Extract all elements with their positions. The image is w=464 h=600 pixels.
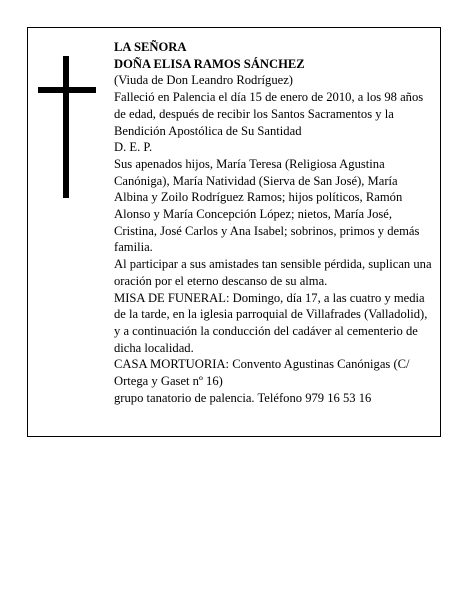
house-paragraph: CASA MORTUORIA: Convento Agustinas Canónigas (C/ Ortega y Gaset nº 16) xyxy=(114,357,410,389)
deceased-subtitle: (Viuda de Don Leandro Rodríguez) xyxy=(114,73,293,88)
deceased-title: LA SEÑORA xyxy=(114,40,187,54)
cross-icon xyxy=(38,56,96,198)
obituary-notice xyxy=(27,27,441,437)
request-paragraph: Al participar a sus amistades tan sensible pérdida, suplican una oración por el eterno descanso de su alma. xyxy=(114,257,432,288)
footer-line: grupo tanatorio de palencia. Teléfono 979 16 53 16 xyxy=(114,390,372,405)
cross-horizontal-bar xyxy=(38,87,96,93)
deceased-name: DOÑA ELISA RAMOS SÁNCHEZ xyxy=(114,56,305,71)
funeral-paragraph: MISA DE FUNERAL: Domingo, día 17, a las cuatro y media de la tarde, en la iglesia parroquial de Villafrades (Valladolid), y a continuación la conducción del cadáver al cementerio de dicha localidad. xyxy=(114,290,428,355)
death-paragraph: Falleció en Palencia el día 15 de enero de 2010, a los 98 años de edad, después de recibir los Santos Sacramentos y la Bendición Apostólica de Su Santidad xyxy=(114,90,424,138)
obituary-text xyxy=(114,39,432,406)
rip-line: D. E. P. xyxy=(114,140,153,155)
cross-vertical-bar xyxy=(63,56,69,198)
family-paragraph: Sus apenados hijos, María Teresa (Religiosa Agustina Canóniga), María Natividad (Sierva de San José), María Albina y Zoilo Rodríguez Ramos; hijos políticos, Ramón Alonso y María Concepción López; nietos, María José, Cristina, José Carlos y Ana Isabel; sobrinos, primos y demás familia. xyxy=(114,156,420,255)
